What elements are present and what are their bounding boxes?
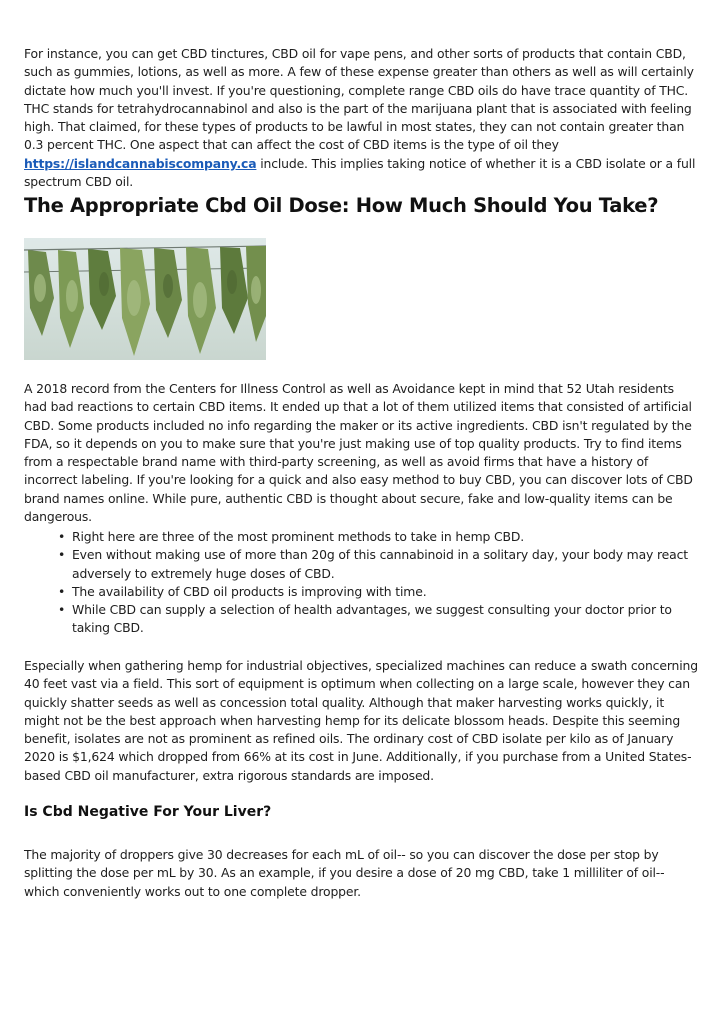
paragraph-intro-tail: include. This implies taking notice of whether it is a CBD isolate or a full spectrum CBD oil. [24,155,696,190]
list-item: • Even without making use of more than 20g of this cannabinoid in a solitary day, your body may react adversely to extremely huge doses of CBD. [58,546,698,583]
section-heading-dose: The Appropriate Cbd Oil Dose: How Much Should You Take? [24,194,659,217]
paragraph-intro-text: For instance, you can get CBD tinctures, CBD oil for vape pens, and other sorts of products that contain CBD, such as gummies, lotions, as well as more. A few of these expense greater than others as well as will certainly dictate how much you'll invest. If you're questioning, complete range CBD oils do have trace quantity of THC. THC stands for tetrahydrocannabinol and also is the part of the marijuana plant that is associated with feeling high. That claimed, for these types of products to be lawful in most states, they can not contain greater than 0.3 percent THC. One aspect that can affect the cost of CBD items is the type of oil they [24,46,694,153]
paragraph-intro [24,45,700,191]
paragraph-droppers: The majority of droppers give 30 decreases for each mL of oil-- so you can discover the dose per stop by splitting the dose per mL by 30. As an example, if you desire a dose of 20 mg CBD, take 1 milliliter of oil-- which conveniently works out to one complete dropper. [24,847,665,899]
list-item: • The availability of CBD oil products is improving with time. [58,583,698,601]
section-heading-liver: Is Cbd Negative For Your Liver? [24,804,272,820]
islandcannabis-link[interactable]: https://islandcannabiscompany.ca [24,155,257,171]
paragraph-cdc-report: A 2018 record from the Centers for Illness Control as well as Avoidance kept in mind that 52 Utah residents had bad reactions to certain CBD items. It ended up that a lot of them utilized items that consisted of artificial CBD. Some products included no info regarding the maker or its active ingredients. CBD isn't regulated by the FDA, so it depends on you to make sure that you're just making use of top quality products. Try to find items from a respectable brand name with third-party screening, as well as avoid firms that have a history of incorrect labeling. If you're looking for a quick and also easy method to buy CBD, you can discover lots of CBD brand names online. While pure, authentic CBD is thought about secure, fake and low-quality items can be dangerous. [24,381,693,525]
list-item: • Right here are three of the most prominent methods to take in hemp CBD. [58,528,698,546]
hemp-drying-photo [24,238,266,360]
paragraph-harvesting: Especially when gathering hemp for industrial objectives, specialized machines can reduce a swath concerning 40 feet vast via a field. This sort of equipment is optimum when collecting on a large scale, however they can quickly shatter seeds as well as concession total quality. Although that maker harvesting works quickly, it might not be the best approach when harvesting hemp for its delicate blossom heads. Despite this seeming benefit, isolates are not as prominent as refined oils. The ordinary cost of CBD isolate per kilo as of January 2020 is $1,624 which dropped from 66% at its cost in June. Additionally, if you purchase from a United States-based CBD oil manufacturer, extra rigorous standards are imposed. [24,658,698,783]
bullet-list [58,528,698,638]
list-item: • While CBD can supply a selection of health advantages, we suggest consulting your doctor prior to taking CBD. [58,601,698,638]
